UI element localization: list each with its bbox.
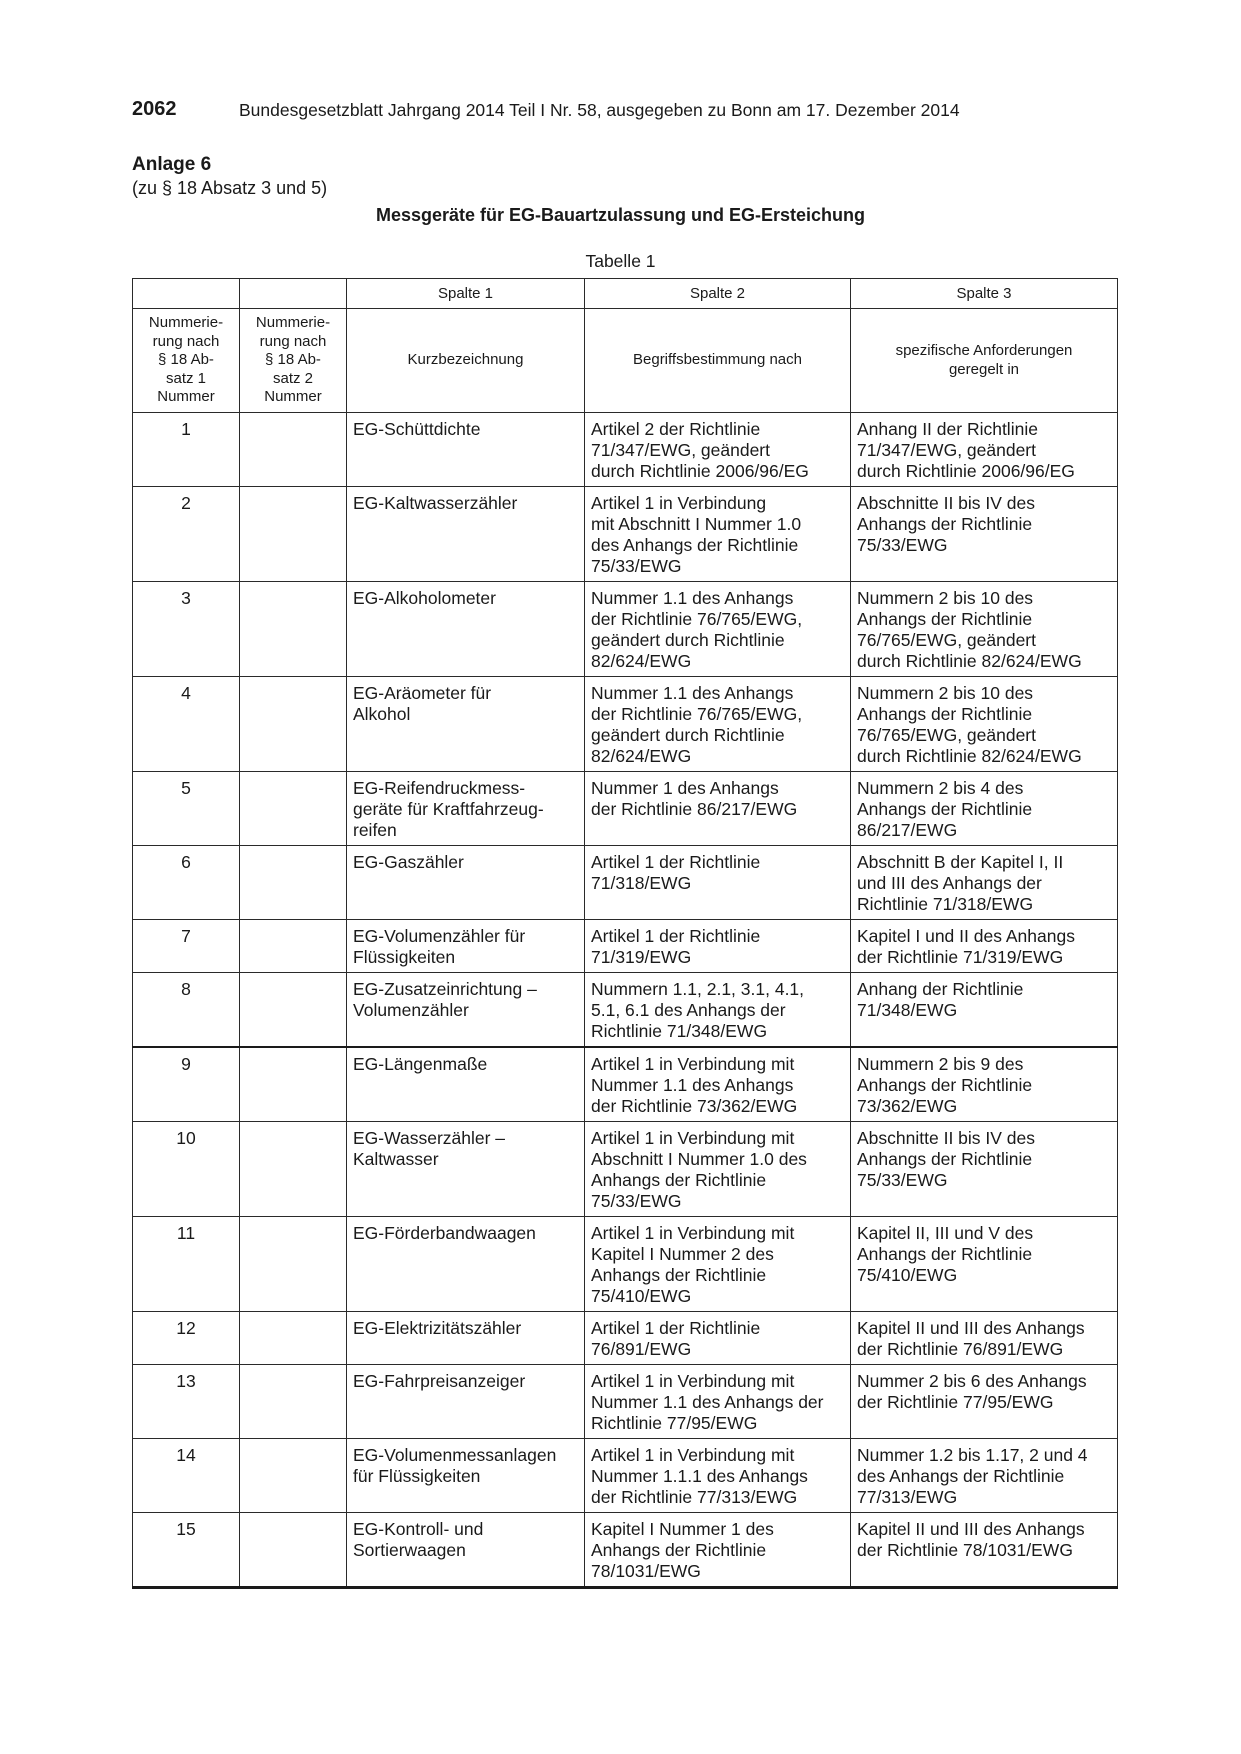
column-header: Kurzbezeichnung <box>347 309 585 413</box>
table-cell-kurz: EG-Reifendruckmess- geräte für Kraftfahrzeug- reifen <box>347 772 585 846</box>
spalten-row <box>133 279 1118 309</box>
table-row <box>133 846 1118 920</box>
table-cell-n2 <box>240 1047 347 1122</box>
table-cell-begriff: Nummer 1 des Anhangs der Richtlinie 86/217/EWG <box>585 772 851 846</box>
table-cell-n1: 3 <box>133 582 240 677</box>
table-cell-n1: 1 <box>133 413 240 487</box>
measuring-instruments-table <box>132 278 1118 1589</box>
table-cell-begriff: Artikel 1 in Verbindung mit Abschnitt I Nummer 1.0 des Anhangs der Richtlinie 75/33/EWG <box>585 1122 851 1217</box>
table-cell-begriff: Nummern 1.1, 2.1, 3.1, 4.1, 5.1, 6.1 des Anhangs der Richtlinie 71/348/EWG <box>585 973 851 1048</box>
table-cell-anf: Nummern 2 bis 4 des Anhangs der Richtlinie 86/217/EWG <box>851 772 1118 846</box>
table-cell-begriff: Artikel 2 der Richtlinie 71/347/EWG, geändert durch Richtlinie 2006/96/EG <box>585 413 851 487</box>
table-row <box>133 920 1118 973</box>
table-row <box>133 1365 1118 1439</box>
table-cell-anf: Nummer 2 bis 6 des Anhangs der Richtlinie 77/95/EWG <box>851 1365 1118 1439</box>
table-cell-n2 <box>240 973 347 1048</box>
table-cell-kurz: EG-Volumenmessanlagen für Flüssigkeiten <box>347 1439 585 1513</box>
table-row <box>133 973 1118 1048</box>
table-cell-kurz: EG-Gaszähler <box>347 846 585 920</box>
table-cell-n2 <box>240 1312 347 1365</box>
annex-title: Anlage 6 <box>132 154 212 175</box>
table-row <box>133 1122 1118 1217</box>
table-cell-n2 <box>240 846 347 920</box>
column-header: Nummerie- rung nach § 18 Ab- satz 2 Nummer <box>240 309 347 413</box>
table-cell-kurz: EG-Schüttdichte <box>347 413 585 487</box>
table-cell-n2 <box>240 677 347 772</box>
table-cell-kurz: EG-Förderbandwaagen <box>347 1217 585 1312</box>
table-cell-kurz: EG-Aräometer für Alkohol <box>347 677 585 772</box>
table-cell-n1: 4 <box>133 677 240 772</box>
table-cell-n1: 12 <box>133 1312 240 1365</box>
table-cell-n1: 9 <box>133 1047 240 1122</box>
table-cell-n2 <box>240 1217 347 1312</box>
column-header: Begriffsbestimmung nach <box>585 309 851 413</box>
table-cell-anf: Kapitel II, III und V des Anhangs der Richtlinie 75/410/EWG <box>851 1217 1118 1312</box>
spalte-header: Spalte 3 <box>851 279 1118 309</box>
table-cell-n1: 7 <box>133 920 240 973</box>
table-cell-kurz: EG-Elektrizitätszähler <box>347 1312 585 1365</box>
table-cell-begriff: Artikel 1 in Verbindung mit Nummer 1.1 des Anhangs der Richtlinie 77/95/EWG <box>585 1365 851 1439</box>
table-cell-begriff: Artikel 1 in Verbindung mit Abschnitt I Nummer 1.0 des Anhangs der Richtlinie 75/33/EWG <box>585 487 851 582</box>
table-cell-anf: Nummern 2 bis 9 des Anhangs der Richtlinie 73/362/EWG <box>851 1047 1118 1122</box>
table-cell-n2 <box>240 1122 347 1217</box>
table-cell-anf: Kapitel II und III des Anhangs der Richtlinie 76/891/EWG <box>851 1312 1118 1365</box>
table-row <box>133 1217 1118 1312</box>
table-cell-kurz: EG-Längenmaße <box>347 1047 585 1122</box>
table-cell-anf: Kapitel II und III des Anhangs der Richtlinie 78/1031/EWG <box>851 1513 1118 1588</box>
table-row <box>133 1513 1118 1588</box>
table-cell-n1: 10 <box>133 1122 240 1217</box>
table-cell-anf: Abschnitte II bis IV des Anhangs der Richtlinie 75/33/EWG <box>851 1122 1118 1217</box>
table-cell-n2 <box>240 1513 347 1588</box>
document-title: Messgeräte für EG-Bauartzulassung und EG-Ersteichung <box>375 205 866 225</box>
spalte-header: Spalte 1 <box>347 279 585 309</box>
table-cell-n1: 13 <box>133 1365 240 1439</box>
table-row <box>133 1312 1118 1365</box>
table-row <box>133 487 1118 582</box>
table-cell-begriff: Artikel 1 der Richtlinie 76/891/EWG <box>585 1312 851 1365</box>
table-cell-anf: Nummer 1.2 bis 1.17, 2 und 4 des Anhangs der Richtlinie 77/313/EWG <box>851 1439 1118 1513</box>
table-cell-n2 <box>240 582 347 677</box>
table-cell-n1: 15 <box>133 1513 240 1588</box>
table-cell-anf: Anhang II der Richtlinie 71/347/EWG, geändert durch Richtlinie 2006/96/EG <box>851 413 1118 487</box>
table-caption: Tabelle 1 <box>585 251 656 271</box>
table-cell-begriff: Artikel 1 in Verbindung mit Kapitel I Nummer 2 des Anhangs der Richtlinie 75/410/EWG <box>585 1217 851 1312</box>
table-cell-anf: Anhang der Richtlinie 71/348/EWG <box>851 973 1118 1048</box>
table-cell-anf: Nummern 2 bis 10 des Anhangs der Richtlinie 76/765/EWG, geändert durch Richtlinie 82/624/EWG <box>851 677 1118 772</box>
table-cell-kurz: EG-Fahrpreisanzeiger <box>347 1365 585 1439</box>
table-cell-kurz: EG-Wasserzähler – Kaltwasser <box>347 1122 585 1217</box>
table-cell-n2 <box>240 413 347 487</box>
table-row <box>133 1439 1118 1513</box>
table-cell-begriff: Artikel 1 der Richtlinie 71/319/EWG <box>585 920 851 973</box>
spalte-header <box>240 279 347 309</box>
table-cell-n1: 6 <box>133 846 240 920</box>
table-cell-anf: Kapitel I und II des Anhangs der Richtlinie 71/319/EWG <box>851 920 1118 973</box>
table-row <box>133 772 1118 846</box>
table-row <box>133 1047 1118 1122</box>
table-cell-n2 <box>240 920 347 973</box>
table-cell-kurz: EG-Volumenzähler für Flüssigkeiten <box>347 920 585 973</box>
table-cell-n2 <box>240 487 347 582</box>
annex-subtitle: (zu § 18 Absatz 3 und 5) <box>132 178 328 198</box>
table-cell-n1: 8 <box>133 973 240 1048</box>
table-cell-begriff: Artikel 1 in Verbindung mit Nummer 1.1.1 des Anhangs der Richtlinie 77/313/EWG <box>585 1439 851 1513</box>
table-cell-n1: 14 <box>133 1439 240 1513</box>
table-cell-n2 <box>240 1439 347 1513</box>
journal-line: Bundesgesetzblatt Jahrgang 2014 Teil I Nr. 58, ausgegeben zu Bonn am 17. Dezember 2014 <box>239 100 960 120</box>
table-cell-n1: 5 <box>133 772 240 846</box>
spalte-header <box>133 279 240 309</box>
table-cell-n2 <box>240 1365 347 1439</box>
column-header-row <box>133 309 1118 413</box>
table-cell-n1: 2 <box>133 487 240 582</box>
table-row <box>133 582 1118 677</box>
page-number: 2062 <box>132 98 177 120</box>
table-cell-kurz: EG-Alkoholometer <box>347 582 585 677</box>
table-cell-anf: Abschnitt B der Kapitel I, II und III des Anhangs der Richtlinie 71/318/EWG <box>851 846 1118 920</box>
column-header: Nummerie- rung nach § 18 Ab- satz 1 Nummer <box>133 309 240 413</box>
table-cell-anf: Nummern 2 bis 10 des Anhangs der Richtlinie 76/765/EWG, geändert durch Richtlinie 82/624/EWG <box>851 582 1118 677</box>
table-cell-anf: Abschnitte II bis IV des Anhangs der Richtlinie 75/33/EWG <box>851 487 1118 582</box>
table-cell-kurz: EG-Kontroll- und Sortierwaagen <box>347 1513 585 1588</box>
table-cell-begriff: Nummer 1.1 des Anhangs der Richtlinie 76/765/EWG, geändert durch Richtlinie 82/624/EWG <box>585 582 851 677</box>
table-row <box>133 413 1118 487</box>
table-cell-begriff: Kapitel I Nummer 1 des Anhangs der Richtlinie 78/1031/EWG <box>585 1513 851 1588</box>
table-cell-n1: 11 <box>133 1217 240 1312</box>
table-cell-begriff: Artikel 1 in Verbindung mit Nummer 1.1 des Anhangs der Richtlinie 73/362/EWG <box>585 1047 851 1122</box>
annex-heading <box>132 154 327 199</box>
table-cell-kurz: EG-Zusatzeinrichtung – Volumenzähler <box>347 973 585 1048</box>
table-cell-n2 <box>240 772 347 846</box>
column-header: spezifische Anforderungen geregelt in <box>851 309 1118 413</box>
table-cell-begriff: Artikel 1 der Richtlinie 71/318/EWG <box>585 846 851 920</box>
table-cell-begriff: Nummer 1.1 des Anhangs der Richtlinie 76/765/EWG, geändert durch Richtlinie 82/624/EWG <box>585 677 851 772</box>
spalte-header: Spalte 2 <box>585 279 851 309</box>
table-body <box>133 413 1118 1588</box>
table-row <box>133 677 1118 772</box>
table-cell-kurz: EG-Kaltwasserzähler <box>347 487 585 582</box>
